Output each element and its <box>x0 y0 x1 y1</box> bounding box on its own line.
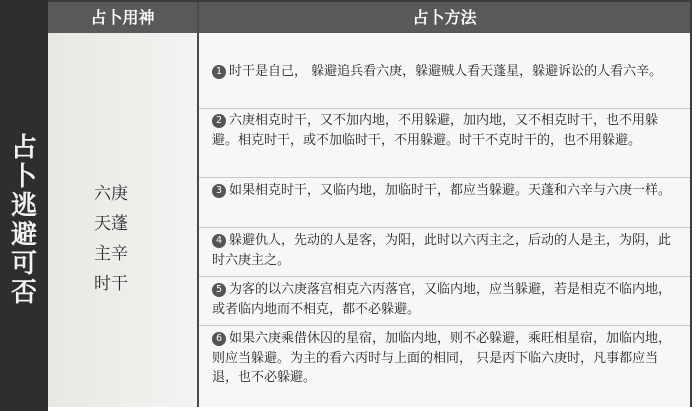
deity-column <box>48 33 197 407</box>
header-divination-method: 占卜方法 <box>412 8 477 27</box>
item-number-badge: 1 <box>212 65 226 79</box>
method-text: 六庚相克时干，又不加内地，不用躲避，加内地，又不相克时干，也不用躲避。相克时干，或不加临时干，不用躲避。时干不克时干的，也不用躲避。 <box>212 113 659 148</box>
deity-term: 六庚 <box>94 184 128 204</box>
sidebar <box>0 0 48 411</box>
method-item <box>212 62 682 82</box>
row-divider <box>199 227 690 228</box>
sidebar-title-char: 否 <box>10 278 37 308</box>
deity-term: 时干 <box>94 274 128 294</box>
method-column <box>199 33 690 407</box>
row-divider <box>199 276 690 277</box>
method-item <box>212 329 682 388</box>
deity-term: 天蓬 <box>94 214 128 234</box>
method-text: 如果六庚乘借休囚的星宿，加临内地，则不必躲避，乘旺相星宿，加临内地，则应当躲避。为主的看六丙时与上面的相同， 只是丙下临六庚时，凡事都应当退，也不必躲避。 <box>212 331 672 385</box>
item-number-badge: 2 <box>212 114 226 128</box>
method-text: 躲避仇人，先动的人是客，为阳，此时以六丙主之，后动的人是主，为阴，此时六庚主之。 <box>212 233 672 268</box>
item-number-badge: 6 <box>212 332 226 346</box>
method-text: 如果相克时干，又临内地，加临时干，都应当躲避。天蓬和六辛与六庚一样。 <box>229 183 672 198</box>
row-divider <box>199 325 690 326</box>
deity-term: 主辛 <box>94 244 128 264</box>
item-number-badge: 5 <box>212 283 226 297</box>
method-item <box>212 111 682 150</box>
sidebar-title-char: 占 <box>10 133 37 163</box>
row-divider <box>199 177 690 178</box>
item-number-badge: 3 <box>212 184 226 198</box>
method-text: 时干是自己， 躲避追兵看六庚，躲避贼人看天蓬星，躲避诉讼的人看六辛。 <box>229 64 663 79</box>
item-number-badge: 4 <box>212 234 226 248</box>
method-item <box>212 181 682 201</box>
sidebar-title-char: 逃 <box>10 191 37 221</box>
sidebar-title-char: 可 <box>10 249 37 279</box>
method-item <box>212 231 682 270</box>
method-text: 为客的以六庚落宫相克六丙落官，又临内地，应当躲避，若是相克不临内地，或者临内地而不相克，都不必躲避。 <box>212 282 672 317</box>
sidebar-title-char: 卜 <box>10 162 37 192</box>
deity-terms <box>94 179 154 299</box>
row-divider <box>199 108 690 109</box>
sidebar-title <box>0 134 48 308</box>
divination-table <box>48 0 692 407</box>
method-item <box>212 280 682 319</box>
sidebar-title-char: 避 <box>10 220 37 250</box>
table-header <box>48 2 690 33</box>
header-divination-deity: 占卜用神 <box>90 8 155 27</box>
